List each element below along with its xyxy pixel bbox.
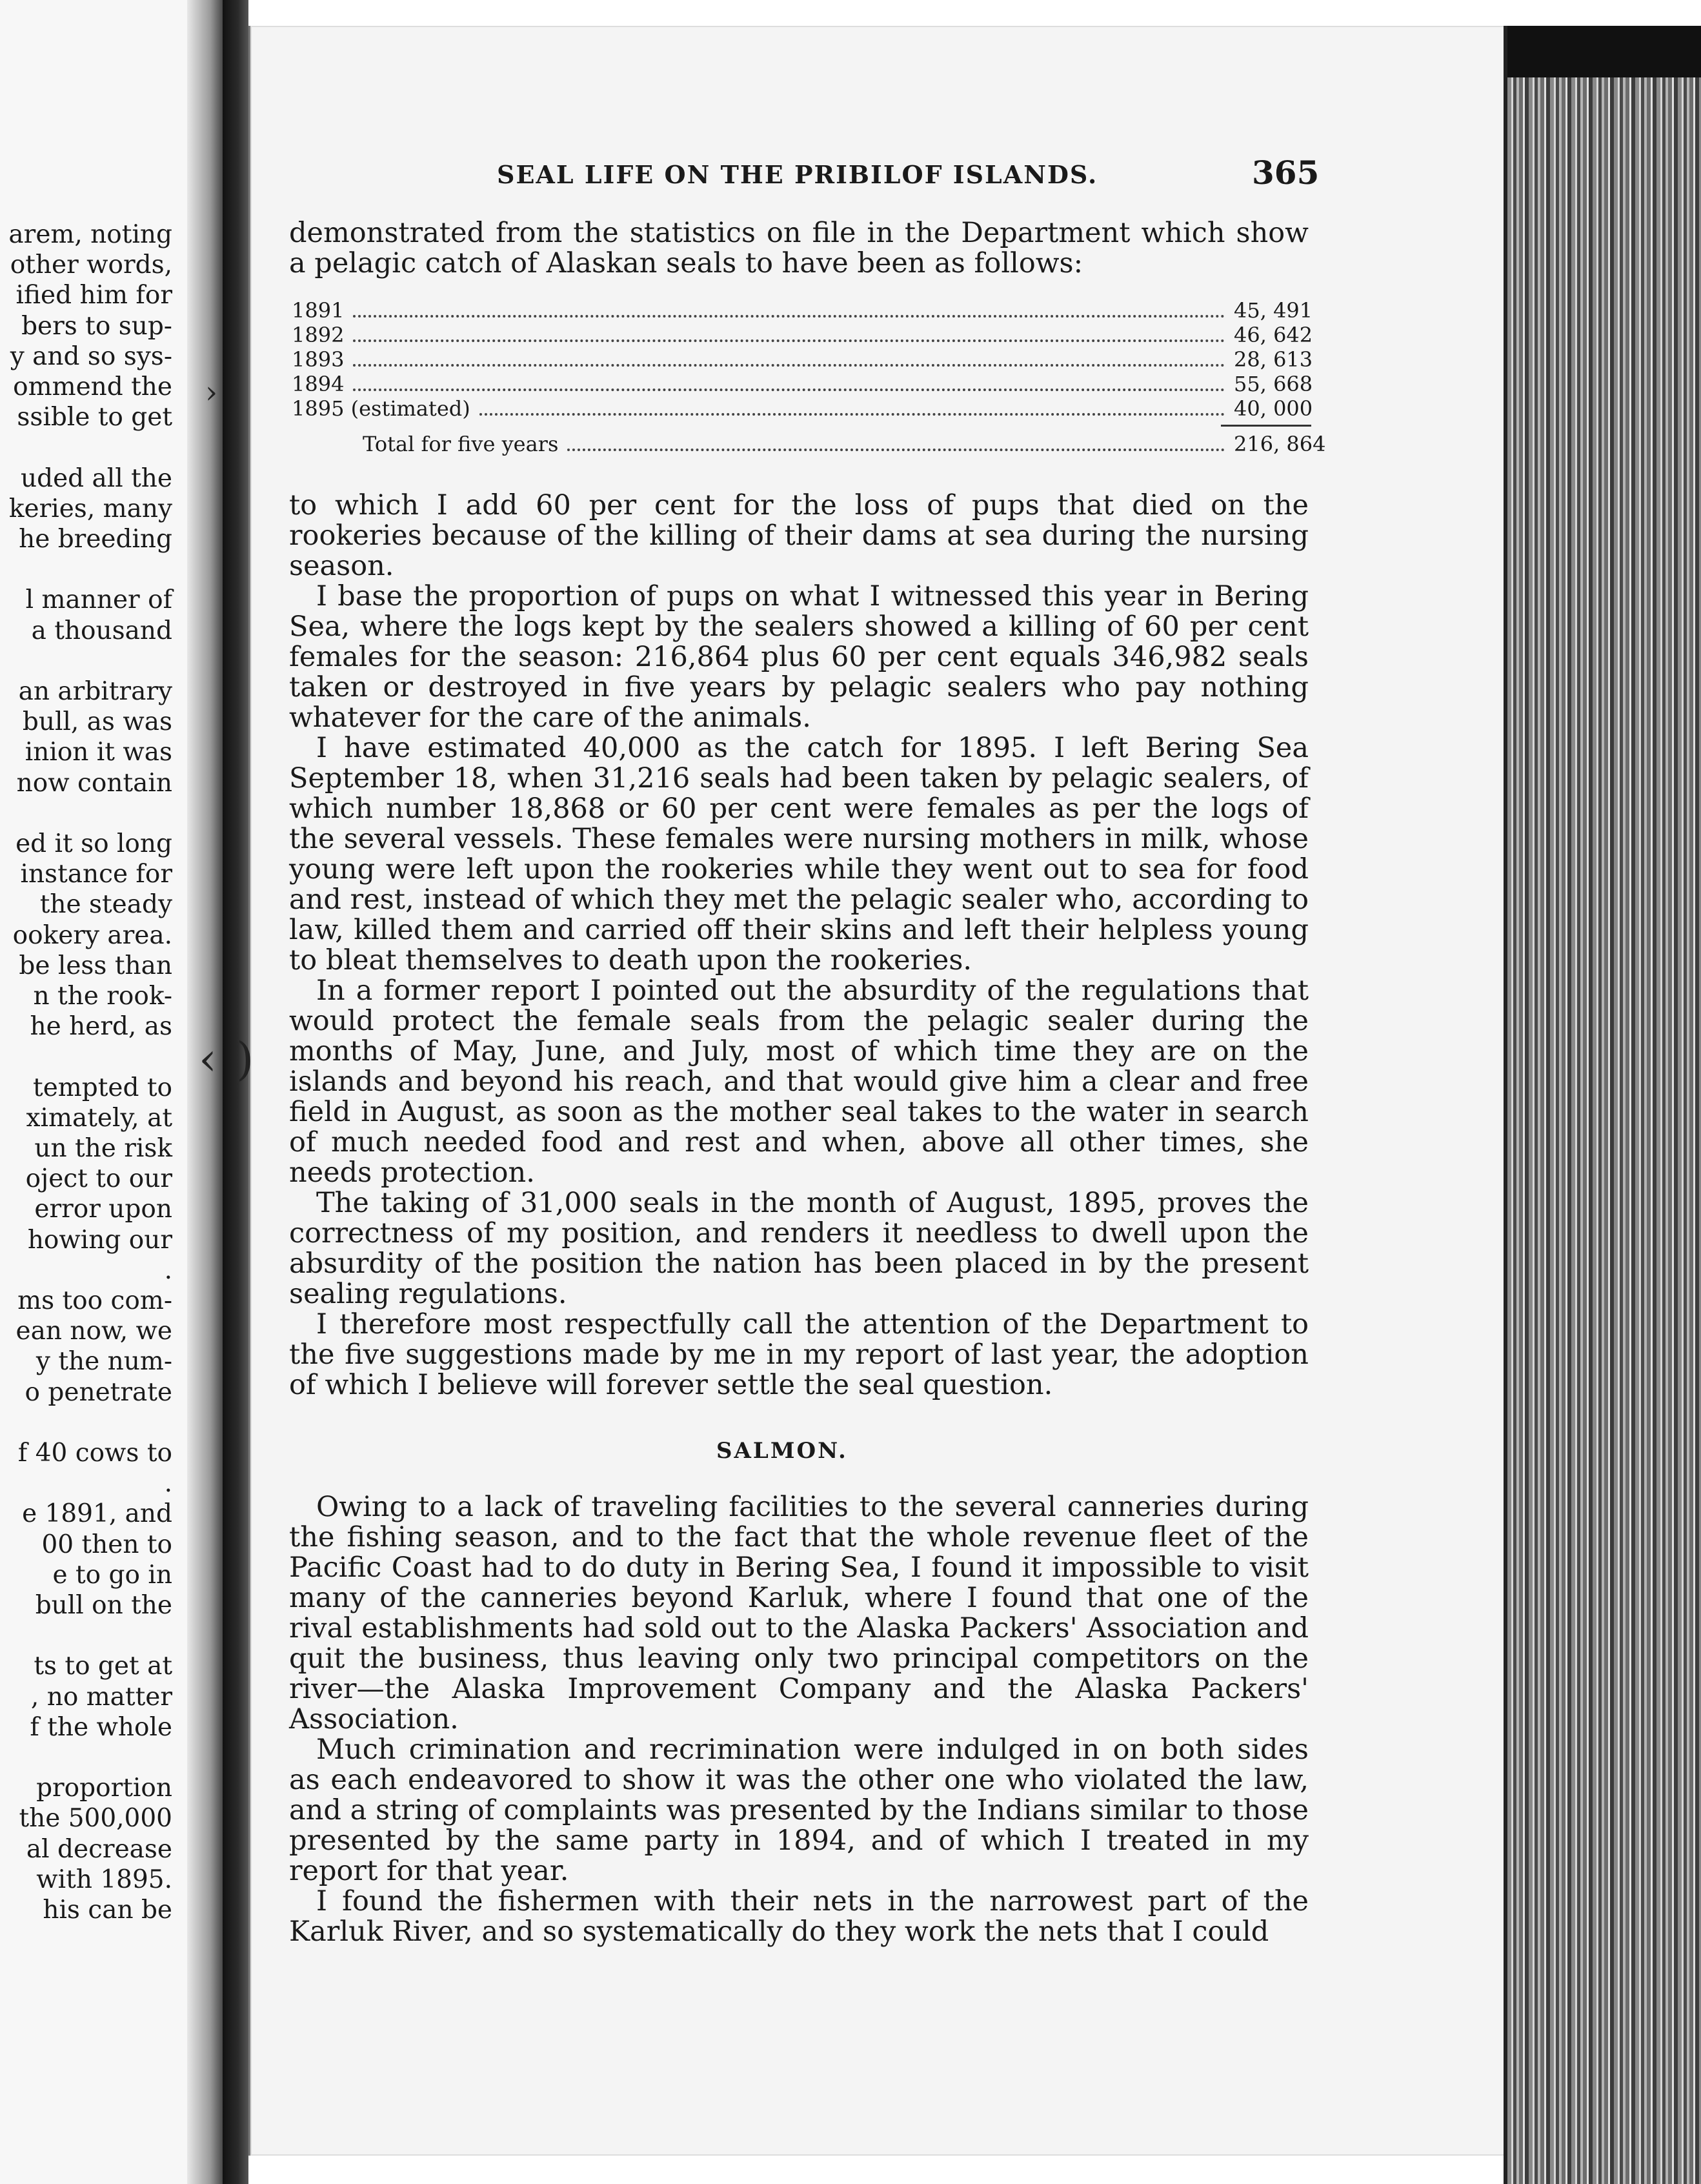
previous-page-line: e to go in (52, 1560, 172, 1590)
leader-dots (353, 303, 1225, 318)
previous-page-line: ms too com- (17, 1286, 172, 1315)
table-row (292, 347, 1311, 372)
total-value: 216, 864 (1234, 432, 1326, 456)
scan-mark: ‹ (199, 1033, 217, 1086)
previous-page-line: arem, noting (8, 220, 172, 249)
previous-page-line: his can be (43, 1896, 172, 1925)
previous-page-line: he breeding (19, 525, 172, 554)
previous-page-line: ean now, we (15, 1317, 172, 1346)
previous-page-line: keries, many (8, 494, 172, 523)
previous-page-line: uded all the (21, 463, 172, 493)
paragraph: Owing to a lack of traveling facilities to the several canneries during the fishing season, and to the fact that the whole revenue fleet of the Pacific Coast had to do duty in Bering Sea, I found it impossible to visit many of the canneries beyond Karluk, where I found that one of the rival establishments had sold out to the Alaska Packers' Association and quit the business, thus leaving only two principal competitors on the river—the Alaska Improvement Company and the Alaska Packers' Association. (289, 1491, 1309, 1735)
previous-page-line: instance for (20, 860, 172, 889)
paragraph: I base the proportion of pups on what I witnessed this year in Bering Sea, where the logs kept by the sealers showed a killing of 60 per cent females for the season: 216,864 plus 60 per cent equals 346,982 seals taken or destroyed in five years by pelagic sealers who pay nothing whatever for the care of the animals. (289, 580, 1309, 734)
previous-page-line: y and so sys- (10, 341, 172, 371)
previous-page-line: error upon (34, 1195, 172, 1224)
previous-page-line: ed it so long (15, 829, 172, 858)
previous-page-line: bers to sup- (21, 311, 172, 341)
previous-page-line: oject to our (25, 1164, 172, 1194)
book-page-edges (1504, 26, 1701, 2184)
previous-page-line: al decrease (26, 1834, 172, 1864)
total-rule (1221, 425, 1311, 427)
row-count: 55, 668 (1234, 372, 1313, 396)
table-total-row (292, 432, 1326, 456)
leader-dots (353, 352, 1225, 367)
previous-page-line: howing our (27, 1225, 172, 1255)
previous-page-line: e 1891, and (22, 1499, 172, 1529)
paragraph: I therefore most respectfully call the attention of the Department to the five suggestions made by me in my report of last year, the adoption of which I believe will forever settle the seal question. (289, 1308, 1309, 1401)
table-row (292, 396, 1311, 421)
previous-page-line: . (164, 1469, 172, 1499)
previous-page-line: f the whole (30, 1712, 172, 1742)
section-title: SALMON. (716, 1438, 848, 1464)
intro-text: demonstrated from the statistics on file in the Department which show a pelagic catch of Alaskan seals to have been as follows: (289, 217, 1309, 279)
previous-page-line: he herd, as (30, 1012, 172, 1042)
previous-page-line: ified him for (15, 281, 172, 310)
table-row (292, 323, 1311, 347)
previous-page-line: ximately, at (26, 1103, 172, 1133)
previous-page-line: 00 then to (41, 1530, 172, 1559)
total-label: Total for five years (363, 432, 559, 456)
row-count: 46, 642 (1234, 323, 1313, 347)
row-count: 40, 000 (1234, 396, 1313, 421)
previous-page-line: ookery area. (12, 920, 172, 950)
previous-page-line: proportion (36, 1774, 172, 1803)
paragraph: In a former report I pointed out the absurdity of the regulations that would protect the female seals from the pelagic sealer during the months of May, June, and July, most of which time they are on the islands and beyond his reach, and that would give him a clear and free field in August, as soon as the mother seal takes to the water in search of much needed food and rest and when, above all other times, she needs protection. (289, 975, 1309, 1189)
previous-page-line: now contain (16, 768, 172, 798)
previous-page-line: , no matter (30, 1682, 172, 1712)
row-count: 45, 491 (1234, 298, 1313, 323)
previous-page-line: ommend the (13, 372, 172, 401)
book-gutter (223, 0, 248, 2184)
previous-page-line: an arbitrary (18, 677, 172, 706)
previous-page-line: l manner of (25, 585, 172, 615)
catch-table (292, 298, 1326, 456)
running-header: SEAL LIFE ON THE PRIBILOF ISLANDS. (497, 160, 1098, 189)
seal-section-body (289, 490, 1309, 1400)
previous-page-line: un the risk (34, 1134, 172, 1163)
previous-page-line: a thousand (31, 616, 172, 645)
previous-page-line: the 500,000 (19, 1804, 172, 1834)
paragraph: Much crimination and recrimination were indulged in on both sides as each endeavored to show it was the other one who violated the law, and a string of complaints was presented by the Indians similar to those presented by the same party in 1894, and of which I treated in my report for that year. (289, 1734, 1309, 1887)
row-year: 1891 (292, 298, 345, 323)
intro-paragraph (289, 218, 1309, 279)
row-year: 1892 (292, 323, 345, 347)
row-year: 1894 (292, 372, 345, 396)
table-row (292, 372, 1311, 396)
previous-page-line: n the rook- (33, 982, 172, 1011)
previous-page-line: be less than (19, 951, 172, 980)
salmon-section-body (289, 1492, 1309, 1947)
paragraph: I have estimated 40,000 as the catch for 1895. I left Bering Sea September 18, when 31,216 seals had been taken by pelagic sealers, of which number 18,868 or 60 per cent were females as per the logs of the several vessels. These females were nursing mothers in milk, whose young were left upon the rookeries while they went out to sea for food and rest, instead of which they met the pelagic sealer who, according to law, killed them and carried off their skins and left their helpless young to bleat themselves to death upon the rookeries. (289, 732, 1309, 976)
paragraph: to which I add 60 per cent for the loss of pups that died on the rookeries because of the killing of their dams at sea during the nursing season. (289, 489, 1309, 582)
row-year: 1893 (292, 347, 345, 372)
leader-dots (353, 328, 1225, 342)
previous-page-line: y the num- (35, 1347, 172, 1377)
previous-page-line: tempted to (33, 1073, 172, 1102)
previous-page-line: other words, (10, 250, 172, 280)
previous-page-line: bull, as was (22, 707, 172, 737)
paragraph: I found the fishermen with their nets in the narrowest part of the Karluk River, and so systematically do they work the nets that I could (289, 1885, 1309, 1948)
scan-mark: › (205, 374, 218, 410)
leader-dots (353, 377, 1225, 391)
previous-page-line: ts to get at (34, 1652, 172, 1681)
previous-page-line: o penetrate (25, 1377, 172, 1407)
row-count: 28, 613 (1234, 347, 1313, 372)
row-year: 1895 (estimated) (292, 396, 470, 421)
paragraph: The taking of 31,000 seals in the month of August, 1895, proves the correctness of my position, and renders it needless to dwell upon the absurdity of the position the nation has been placed in by the present sealing regulations. (289, 1187, 1309, 1310)
table-row (292, 298, 1311, 323)
previous-page-line: with 1895. (36, 1865, 172, 1894)
leader-dots (567, 437, 1225, 451)
scan-mark: ) (236, 1033, 254, 1086)
previous-page-line: ssible to get (17, 403, 172, 432)
previous-page-line: f 40 cows to (17, 1439, 172, 1468)
previous-page-line: . (164, 1255, 172, 1285)
previous-page-line: the steady (39, 890, 172, 920)
page-number: 365 (1252, 154, 1320, 192)
previous-page-line: bull on the (35, 1591, 172, 1620)
leader-dots (479, 401, 1225, 416)
previous-page-line: inion it was (25, 738, 172, 767)
